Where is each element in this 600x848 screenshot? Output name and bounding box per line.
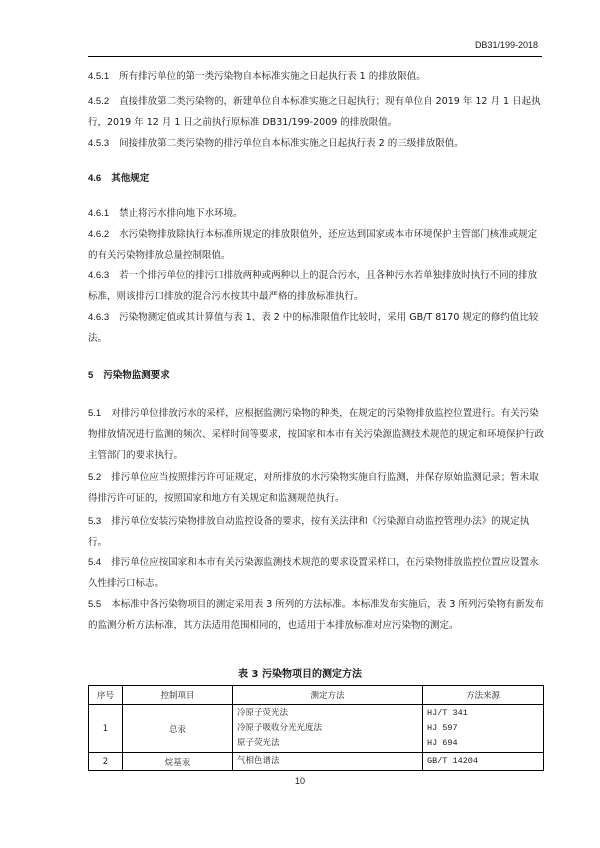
method-line: 冷原子荧光法 xyxy=(237,708,289,718)
section-4-6-heading xyxy=(88,168,544,189)
clause-text: 若一个排污单位的排污口排放两种或两种以上的混合污水，且各种污水若单独排放时执行不同的排放标准，则该排污口排放的混合污水按其中最严格的排放标准执行。 xyxy=(88,270,538,302)
table-row xyxy=(89,705,544,753)
clause-text: 所有排污单位的第一类污染物自本标准实施之日起执行表 1 的排放限值。 xyxy=(119,71,426,82)
clause-5-2 xyxy=(88,467,544,509)
clause-number: 4.5.2 xyxy=(88,96,110,107)
header-method: 测定方法 xyxy=(233,686,423,705)
clause-text: 污染物测定值或其计算值与表 1、表 2 中的标准限值作比较时，采用 GB/T 8170 规定的修约值比较法。 xyxy=(88,312,539,344)
method-table xyxy=(88,685,544,771)
section-title: 其他规定 xyxy=(111,173,150,184)
clause-number: 4.5.1 xyxy=(88,71,110,82)
clause-4-5-1 xyxy=(88,66,544,87)
clause-text: 直接排放第二类污染物的，新建单位自本标准实施之日起执行；现有单位自 2019 年 12 月 1 日起执行，2019 年 12 月 1 日之前执行原标准 DB31/199-2009 的排放限值。 xyxy=(88,96,541,128)
table-header-row xyxy=(89,686,544,705)
clause-5-5 xyxy=(88,594,544,636)
section-title: 污染物监测要求 xyxy=(103,370,170,381)
method-line: 原子荧光法 xyxy=(237,738,280,748)
header-rule xyxy=(88,56,542,57)
table-caption: 表 3 污染物项目的测定方法 xyxy=(238,669,362,680)
source-line: HJ 597 xyxy=(427,723,458,733)
clause-number: 5.5 xyxy=(88,599,102,610)
clause-4-6-1 xyxy=(88,203,544,224)
clause-text: 本标准中各污染物项目的测定采用表 3 所列的方法标准。本标准发布实施后，表 3 所列污染物有新发布的监测分析方法标准，其方法适用范围相同的，也适用于本排放标准对应污染物的测定。 xyxy=(88,599,544,631)
header-source: 方法来源 xyxy=(423,686,544,705)
row-item: 总汞 xyxy=(123,705,233,753)
page-number: 10 xyxy=(294,776,305,786)
clause-4-6-3-a xyxy=(88,265,544,307)
clause-number: 5.4 xyxy=(88,557,102,568)
row-sources xyxy=(423,705,544,753)
standard-code: DB31/199-2018 xyxy=(474,40,538,50)
clause-5-4 xyxy=(88,552,544,594)
clause-number: 4.6.3 xyxy=(88,312,110,323)
header-item: 控制项目 xyxy=(123,686,233,705)
clause-number: 5.1 xyxy=(88,408,102,419)
clause-text: 排污单位安装污染物排放自动监控设备的要求，按有关法律和《污染源自动监控管理办法》的规定执行。 xyxy=(88,516,530,548)
row-number: 2 xyxy=(89,753,123,771)
section-number: 5 xyxy=(88,370,94,381)
clause-4-6-3-b xyxy=(88,307,544,349)
row-number: 1 xyxy=(89,705,123,753)
source-line: HJ 694 xyxy=(427,738,458,748)
clause-text: 水污染物排放除执行本标准所规定的排放限值外，还应达到国家或本市环境保护主管部门核准或规定的有关污染物排放总量控制限值。 xyxy=(88,229,538,261)
method-line: 气相色谱法 xyxy=(237,756,280,766)
source-line: GB/T 14204 xyxy=(427,756,479,766)
row-methods xyxy=(233,705,423,753)
clause-4-6-2 xyxy=(88,224,544,266)
clause-4-5-2 xyxy=(88,91,544,133)
header-no: 序号 xyxy=(89,686,123,705)
clause-text: 对排污单位排放污水的采样，应根据监测污染物的种类，在规定的污染物排放监控位置进行。有关污染物排放情况进行监测的频次、采样时间等要求，按国家和本市有关污染源监测技术规范的规定和环境保护行政主管部门的要求执行。 xyxy=(88,408,545,461)
row-sources xyxy=(423,753,544,771)
clause-number: 4.6.3 xyxy=(88,270,110,281)
row-methods xyxy=(233,753,423,771)
clause-number: 4.5.3 xyxy=(88,138,110,149)
row-item: 烷基汞 xyxy=(123,753,233,771)
section-number: 4.6 xyxy=(88,173,102,184)
clause-number: 4.6.1 xyxy=(88,208,110,219)
clause-5-1 xyxy=(88,403,544,466)
table-row xyxy=(89,753,544,771)
clause-number: 4.6.2 xyxy=(88,229,110,240)
clause-number: 5.2 xyxy=(88,472,102,483)
method-line: 冷原子吸收分光光度法 xyxy=(237,723,323,733)
clause-text: 排污单位应按国家和本市有关污染源监测技术规范的要求设置采样口，在污染物排放监控位置应设置永久性排污口标志。 xyxy=(88,557,539,589)
source-line: HJ/T 341 xyxy=(427,708,468,718)
clause-text: 排污单位应当按照排污许可证规定，对所排放的水污染物实施自行监测，并保存原始监测记录；暂未取得排污许可证的，按照国家和地方有关规定和监测规范执行。 xyxy=(88,472,539,504)
clause-5-3 xyxy=(88,511,544,553)
section-5-heading xyxy=(88,365,544,386)
clause-text: 禁止将污水排向地下水环境。 xyxy=(119,208,243,219)
clause-text: 间接排放第二类污染物的排污单位自本标准实施之日起执行表 2 的三级排放限值。 xyxy=(119,138,464,149)
clause-number: 5.3 xyxy=(88,516,102,527)
clause-4-5-3 xyxy=(88,133,544,154)
